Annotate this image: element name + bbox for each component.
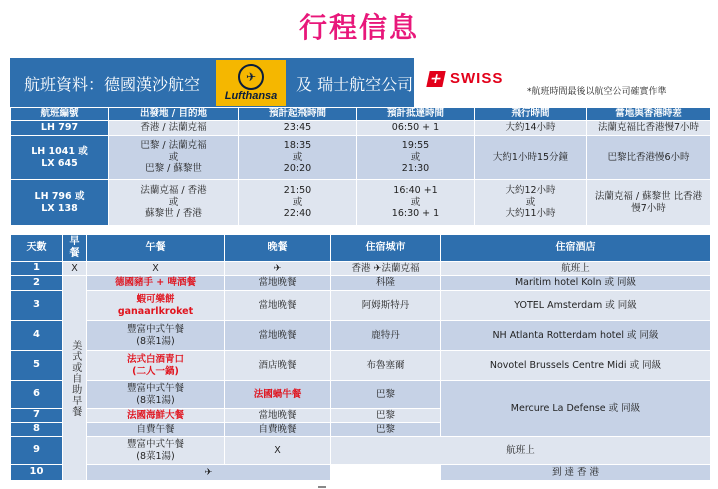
flight-table — [10, 107, 711, 226]
divider-mark — [318, 486, 326, 488]
day-number: 5 — [11, 351, 63, 381]
stay-city: 阿姆斯特丹 — [331, 291, 441, 321]
stay-city: 巴黎 — [331, 409, 441, 423]
day-number: 8 — [11, 423, 63, 437]
itinerary-header: 晚餐 — [225, 235, 331, 262]
flight-number: LH 796 或 LX 138 — [11, 180, 109, 226]
hotel-cell: NH Atlanta Rotterdam hotel 或 同級 — [441, 321, 711, 351]
stay-city: 科隆 — [331, 276, 441, 291]
day-number: 10 — [11, 465, 63, 481]
breakfast-cell: X — [63, 262, 87, 276]
lunch-cell: X — [87, 262, 225, 276]
hotel-cell: 航班上 — [441, 262, 711, 276]
swiss-logo-text: SWISS — [450, 70, 504, 87]
flight-departure: 21:50 或 22:40 — [239, 180, 357, 226]
day-number: 2 — [11, 276, 63, 291]
dinner-cell: ✈ — [225, 262, 331, 276]
lufthansa-logo-text: Lufthansa — [224, 90, 278, 102]
lunch-cell: 法式白酒青口 (二人一鍋) — [87, 351, 225, 381]
day-number: 3 — [11, 291, 63, 321]
swiss-cross-icon: + — [426, 71, 445, 87]
stay-cell: 到 達 香 港 — [441, 465, 711, 481]
itinerary-header: 住宿城市 — [331, 235, 441, 262]
flight-time-diff: 巴黎比香港慢6小時 — [587, 136, 711, 180]
flight-duration: 大約14小時 — [475, 121, 587, 136]
day-number: 1 — [11, 262, 63, 276]
crane-icon: ✈ — [238, 64, 264, 90]
flight-route: 巴黎 / 法蘭克福 或 巴黎 / 蘇黎世 — [109, 136, 239, 180]
flight-departure: 23:45 — [239, 121, 357, 136]
lufthansa-logo — [216, 60, 286, 106]
lunch-cell: ✈ — [87, 465, 331, 481]
flight-header: 飛行時間 — [475, 108, 587, 121]
airline-label-swiss: 及 瑞士航空公司 — [296, 75, 414, 94]
flight-number: LH 1041 或 LX 645 — [11, 136, 109, 180]
itinerary-header: 天數 — [11, 235, 63, 262]
flight-time-diff: 法蘭克福比香港慢7小時 — [587, 121, 711, 136]
dinner-cell: 當地晚餐 — [225, 321, 331, 351]
stay-city: 香港 ✈法蘭克福 — [331, 262, 441, 276]
flight-header: 當地與香港時差 — [587, 108, 711, 121]
dinner-cell: X — [225, 437, 331, 465]
page-title: 行程信息 — [298, 11, 419, 44]
hotel-cell: YOTEL Amsterdam 或 同級 — [441, 291, 711, 321]
stay-city: 鹿特丹 — [331, 321, 441, 351]
itinerary-table — [10, 234, 711, 481]
hotel-cell: Maritim hotel Koln 或 同級 — [441, 276, 711, 291]
itinerary-header: 住宿酒店 — [441, 235, 711, 262]
flight-route: 法蘭克福 / 香港 或 蘇黎世 / 香港 — [109, 180, 239, 226]
flight-route: 香港 / 法蘭克福 — [109, 121, 239, 136]
flight-header: 預計抵達時間 — [357, 108, 475, 121]
dinner-cell: 當地晚餐 — [225, 276, 331, 291]
itinerary-header: 午餐 — [87, 235, 225, 262]
flight-arrival: 06:50 + 1 — [357, 121, 475, 136]
dinner-cell: 當地晚餐 — [225, 291, 331, 321]
lunch-cell: 自費午餐 — [87, 423, 225, 437]
hotel-cell: Novotel Brussels Centre Midi 或 同級 — [441, 351, 711, 381]
day-number: 6 — [11, 381, 63, 409]
breakfast-merged: 美式或自助早餐 — [63, 276, 87, 481]
lunch-cell: 豐富中式午餐 (8菜1湯) — [87, 437, 225, 465]
hotel-cell-paris: Mercure La Defense 或 同級 — [441, 381, 711, 437]
flight-duration: 大約12小時 或 大約11小時 — [475, 180, 587, 226]
lunch-cell: 蝦可樂餅 ganaarlkroket — [87, 291, 225, 321]
lunch-cell: 豐富中式午餐 (8菜1湯) — [87, 381, 225, 409]
day-number: 4 — [11, 321, 63, 351]
flight-time-note: *航班時間最後以航空公司確實作準 — [527, 87, 667, 97]
flight-duration: 大約1小時15分鐘 — [475, 136, 587, 180]
swiss-logo — [428, 70, 503, 87]
lunch-cell: 法國海鮮大餐 — [87, 409, 225, 423]
flight-arrival: 19:55 或 21:30 — [357, 136, 475, 180]
dinner-cell: 當地晚餐 — [225, 409, 331, 423]
flight-number: LH 797 — [11, 121, 109, 136]
flight-header: 航班編號 — [11, 108, 109, 121]
dinner-cell: 法國蝸牛餐 — [225, 381, 331, 409]
flight-arrival: 16:40 +1 或 16:30 + 1 — [357, 180, 475, 226]
day-number: 9 — [11, 437, 63, 465]
stay-city: 巴黎 — [331, 423, 441, 437]
lunch-cell: 德國豬手 + 啤酒餐 — [87, 276, 225, 291]
dinner-cell: 酒店晚餐 — [225, 351, 331, 381]
stay-city: 巴黎 — [331, 381, 441, 409]
day-number: 7 — [11, 409, 63, 423]
lunch-cell: 豐富中式午餐 (8菜1湯) — [87, 321, 225, 351]
stay-city: 布魯塞爾 — [331, 351, 441, 381]
itinerary-header: 早 餐 — [63, 235, 87, 262]
flight-header: 預計起飛時間 — [239, 108, 357, 121]
flight-departure: 18:35 或 20:20 — [239, 136, 357, 180]
flight-time-diff: 法蘭克福 / 蘇黎世 比香港 慢7小時 — [587, 180, 711, 226]
dinner-cell: 自費晚餐 — [225, 423, 331, 437]
flight-header: 出發地 / 目的地 — [109, 108, 239, 121]
stay-cell: 航班上 — [331, 437, 711, 465]
airline-label: 航班資料：德國漢沙航空 — [24, 75, 201, 94]
dinner-cell — [331, 465, 441, 481]
